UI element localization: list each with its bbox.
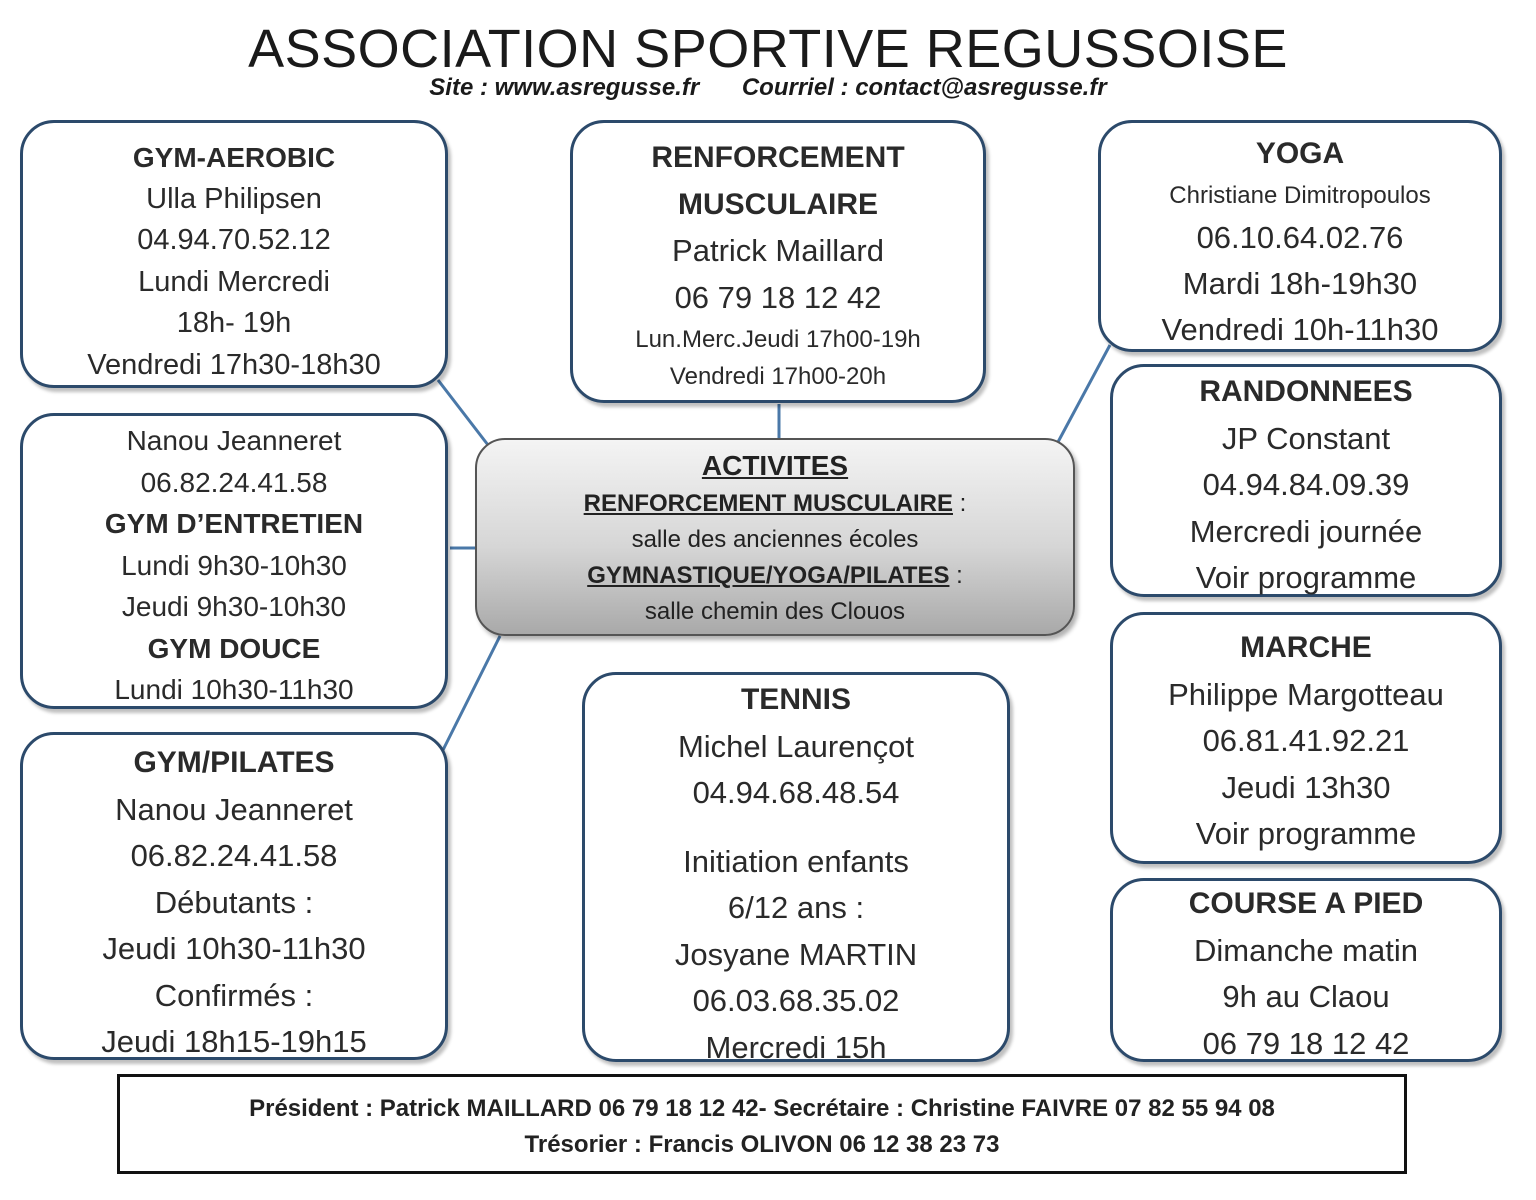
box-title: GYM D’ENTRETIEN xyxy=(104,508,364,539)
coach-name: Philippe Margotteau xyxy=(1168,676,1444,712)
kids-phone: 06.03.68.35.02 xyxy=(692,983,900,1018)
box-title: ACTIVITES xyxy=(701,450,849,481)
president-secretary-line: Président : Patrick MAILLARD 06 79 18 12 42- Secrétaire : Christine FAIVRE 07 82 55 94 08 xyxy=(249,1095,1275,1122)
schedule-day: Jeudi 13h30 xyxy=(1221,769,1391,805)
site-text: Site : www.asregusse.fr xyxy=(429,74,700,101)
box-subtitle: GYM DOUCE xyxy=(147,632,321,664)
box-title: MARCHE xyxy=(1240,631,1372,664)
page-title: ASSOCIATION SPORTIVE REGUSSOISE xyxy=(248,19,1288,79)
treasurer-line: Trésorier : Francis OLIVON 06 12 38 23 73 xyxy=(524,1131,1000,1158)
colon-text: : xyxy=(949,562,963,589)
phone-number: 04.94.70.52.12 xyxy=(137,224,331,256)
phone-number: 06 79 18 12 42 xyxy=(674,279,882,315)
coach-name: Ulla Philipsen xyxy=(146,182,322,215)
schedule-day: Mercredi journée xyxy=(1189,513,1423,549)
schedule-tuesday: Mardi 18h-19h30 xyxy=(1182,266,1418,301)
kids-coach: Josyane MARTIN xyxy=(674,936,918,972)
phone-number: 06.10.64.02.76 xyxy=(1196,220,1404,255)
contact-line xyxy=(0,74,1536,102)
phone-number: 04.94.68.48.54 xyxy=(692,775,900,810)
box-title: GYM-AEROBIC xyxy=(132,142,336,173)
schedule-friday: Vendredi 17h00-20h xyxy=(669,363,887,390)
gym-entretien-box xyxy=(20,413,448,709)
renforcement-box xyxy=(570,120,986,403)
board-members xyxy=(117,1074,1407,1174)
schedule-monday: Lundi 9h30-10h30 xyxy=(121,549,347,581)
coach-name: Christiane Dimitropoulos xyxy=(1169,182,1431,209)
colon-text: : xyxy=(952,490,967,517)
box-title: TENNIS xyxy=(740,683,851,716)
renforcement-place: salle des anciennes écoles xyxy=(631,526,919,553)
coach-name: Patrick Maillard xyxy=(672,233,884,268)
coach-name: Nanou Jeanneret xyxy=(115,791,353,827)
kids-initiation: Initiation enfants xyxy=(683,843,909,879)
schedule-beginners: Jeudi 10h30-11h30 xyxy=(102,931,366,966)
phone-number: 06.82.24.41.58 xyxy=(140,466,328,498)
box-title: COURSE A PIED xyxy=(1188,887,1424,920)
gym-place: salle chemin des Clouos xyxy=(644,598,906,625)
gym-label: GYMNASTIQUE/YOGA/PILATES xyxy=(587,562,950,589)
level-confirmed: Confirmés : xyxy=(154,977,314,1013)
coach-name: JP Constant xyxy=(1221,420,1391,456)
activites-box xyxy=(475,438,1075,636)
marche-box xyxy=(1110,612,1502,864)
schedule-confirmed: Jeudi 18h15-19h15 xyxy=(101,1024,367,1059)
schedule-douce: Lundi 10h30-11h30 xyxy=(114,674,354,705)
schedule-thursday: Jeudi 9h30-10h30 xyxy=(121,591,347,622)
email-text: Courriel : contact@asregusse.fr xyxy=(741,74,1107,101)
randonnees-box xyxy=(1110,364,1502,597)
coach-name: Nanou Jeanneret xyxy=(126,425,342,456)
schedule-days: Lundi Mercredi xyxy=(138,265,330,298)
box-title: RENFORCEMENT xyxy=(651,141,905,174)
kids-time: Mercredi 15h xyxy=(705,1029,887,1065)
phone-number: 04.94.84.09.39 xyxy=(1202,467,1410,502)
schedule-day: Dimanche matin xyxy=(1194,932,1418,968)
schedule-friday: Vendredi 10h-11h30 xyxy=(1161,312,1439,347)
course-box xyxy=(1110,878,1502,1062)
program-note: Voir programme xyxy=(1195,816,1417,851)
schedule-time: 18h- 19h xyxy=(176,307,292,339)
yoga-box xyxy=(1098,120,1502,352)
gym-aerobic-box xyxy=(20,120,448,388)
phone-number: 06.81.41.92.21 xyxy=(1202,723,1410,758)
coach-name: Michel Laurençot xyxy=(677,728,915,764)
gym-pilates-box xyxy=(20,732,448,1060)
box-title-2: MUSCULAIRE xyxy=(678,187,878,221)
box-title: YOGA xyxy=(1255,137,1345,170)
renforcement-label: RENFORCEMENT MUSCULAIRE xyxy=(583,490,953,517)
box-title: RANDONNEES xyxy=(1199,375,1413,408)
tennis-box xyxy=(582,672,1010,1065)
program-note: Voir programme xyxy=(1195,560,1417,595)
schedule-friday: Vendredi 17h30-18h30 xyxy=(87,348,381,381)
phone-number: 06.82.24.41.58 xyxy=(130,838,338,873)
schedule-week: Lun.Merc.Jeudi 17h00-19h xyxy=(635,326,921,353)
kids-age: 6/12 ans : xyxy=(727,890,865,925)
box-title: GYM/PILATES xyxy=(133,746,335,779)
phone-number: 06 79 18 12 42 xyxy=(1202,1025,1410,1061)
meeting-place: 9h au Claou xyxy=(1222,979,1390,1014)
level-beginners: Débutants : xyxy=(154,884,314,920)
